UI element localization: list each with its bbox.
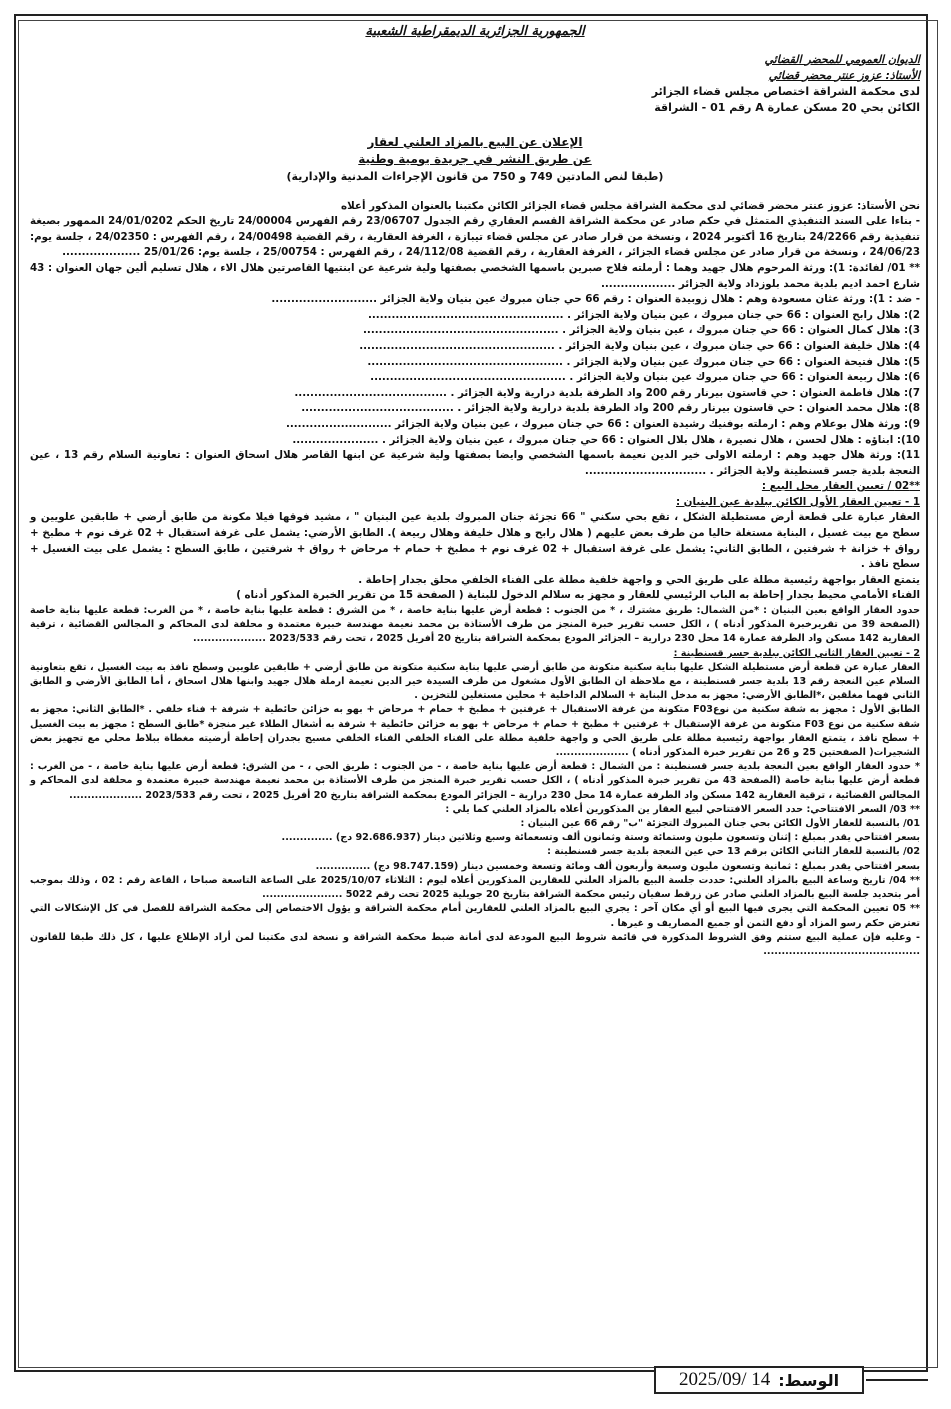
section-5-court: ** 05 تعيين المحكمة التي يجرى فيها البيع أو أي مكان آخر : يجري البيع بالمزاد العلني للعقارين أمام محكمة الشراقة و يؤول الاختصاص إلى محكمة الشراقة للفصل في كل الإشكالات التي تعترض حكم رسو المزاد أو دفع الثمن أو جميع المصاريف و غيرها . [30,903,920,929]
court-name: لدى محكمة الشراقة اختصاص مجلس قضاء الجزائر [651,84,920,98]
property-2-boundaries: * حدود العقار الواقع بعين النعجة بلدية جسر قسنطينة : من الشمال : قطعة أرض عليها بناية خاصة ، - من الجنوب : طريق الحي ، - من الشرق: قطعة أرض عليها بناية خاصة ، - من الغرب : قطعة أرض عليها بناية خاصة (الصفحة 43 من تقرير خبرة المذكور أدناه ) ، الكل حسب تقرير خبرة المنجز من طرف الأستاذة بن محمد نعيمة مهندسة خبيرة معتمدة و محلفة لدى المحاكم و المجالس القضائية ، ترقية العقارية 142 مسكن واد الطرفة عمارة 14 محل 230 درارية – الجزائر المودع بمحكمة الشراقة بتاريخ 20 أفريل 2025 ، تحت رقم 2023/533 .................... [30,761,920,801]
office-name: الديوان العمومي للمحضر القضائي [764,52,920,66]
party-against-4: 4): هلال خليفة العنوان : 66 حي جنان مبروك ، عين بنيان ولاية الجزائر . .................................................. [359,339,920,352]
office-address: الكائن بحي 20 مسكن عمارة A رقم 01 - الشراقة [654,100,920,114]
party-against-6: 6): هلال ربيعة العنوان : 66 حي جنان مبروك عين بنيان ولاية الجزائر . .................................................. [370,371,920,384]
intro-bailiff: نحن الأستاذ: عزوز عنتر محضر قضائي لدى محكمة الشراقة مجلس قضاء الجزائر الكائن مكتبنا بالعنوان المذكور أعلاه [341,199,920,212]
property-1-facade: يتمتع العقار بواجهة رئيسية مطلة على طريق الحي و واجهة خلفية مطلة على الفناء الخلفي محلق بجدار إحاطة . [358,573,920,586]
property-1-front-yard: الفناء الأمامي محيط بجدار إحاطة به الباب الرئيسي للعقار و مجهز به سلالم الدخول للبناية ( الصفحة 15 من تقرير الخبرة المذكور أدناه ) [236,589,920,602]
party-against-9: 9): ورثة هلال بوعلام وهم : ارملته بوفنيك رشيدة العنوان : 66 حي جنان مبروك ، عين بنيان ولاية الجزائر ........................... [285,417,920,430]
title-line-2: عن طريق النشر في جريدة يومية وطنية [358,151,592,166]
party-against-8: 8): هلال محمد العنوان : حي قاستون بيرنار رقم 200 واد الطرفة بلدية درارية ولاية الجزائر . ....................................... [301,402,920,415]
section-4-auction-date: ** 04/ تاريخ وساعة البيع بالمزاد العلني: حددت جلسة البيع بالمزاد العلني للعقارين المذكورين أعلاه ليوم : الثلاثاء 2025/10/07 على الساعة التاسعة صباحا ، القاعة رقم : 02 ، وذلك بموجب أمر بتحديد جلسة البيع بالمزاد العلني صادر عن زرقط سفيان رئيس محكمة الشراقة بتاريخ 20 جويلية 2025 تحت رقم 5022 ...................... [30,874,920,901]
title-line-3: (طبقا لنص المادتين 749 و 750 من قانون الإجراءات المدنية والإدارية) [286,169,664,183]
property-1-boundaries: حدود العقار الواقع بعين البنيان : *من الشمال: طريق مشترك ، * من الجنوب : قطعة أرض عليها بناية خاصة ، * من الشرق : قطعة عليها بناية خاصة ، * من الغرب: قطعة عليها بناية خاصة (الصفحة 39 من تقريرخبرة المذكور أدناه ) ، الكل حسب تقرير خبرة المنجز من طرف الأستاذة بن محمد نعيمة مهندسة خبيرة معتمدة و محلفة لدى المحاكم و المجالس القضائية ، ترقية العقارية 142 مسكن واد الطرفة عمارة 14 محل 230 درارية – الجزائر المودع بمحكمة الشراقة بتاريخ 20 أفريل 2025 ، تحت رقم 2023/533 .................... [30,605,920,645]
party-against-5: 5): هلال فتيحة العنوان : 66 حي جنان مبروك عين بنيان ولاية الجزائر . .................................................. [367,355,920,368]
announcement-title [30,134,920,185]
publication-date: 2025/09/ 14 [678,1369,771,1390]
republic-heading: الجمهورية الجزائرية الديمقراطية الشعبية [365,24,585,39]
newspaper-label: الوسط: [778,1370,840,1390]
price-property-1-label: 01/ بالنسبة للعقار الأول الكائن بحي جنان المبروك التجزئة "ب" رقم 66 عين البنيان : [520,818,920,830]
price-property-2-amount: بسعر افتتاحي يقدر بمبلغ : ثمانية وتسعون مليون وسبعة وأربعون ألف ومائة وتسعة وخمسين دينار (98.747.159 دج) ............... [315,860,920,872]
party-against-2: 2): هلال رابح العنوان : 66 حي جنان مبروك ، عين بنيان ولاية الجزائر . .................................................. [367,308,920,321]
section-2-heading: **02 / تعيين العقار محل البيع : [761,480,920,493]
section-3-heading: ** 03/ السعر الافتتاحي: حدد السعر الافتتاحي لبيع العقار ين المذكورين أعلاه بالمزاد العلني كما يلي : [445,803,920,815]
price-property-2-label: 02/ بالنسبة للعقار الثاني الكائن برقم 13 حي عين النعجة بلدية جسر قسنطينة : [547,846,920,858]
property-1-heading: 1 - تعيين العقار الأول الكائن ببلدية عين البنيان : [675,495,920,508]
party-against-3: 3): هلال كمال العنوان : 66 حي جنان مبروك ، عين بنيان ولاية الجزائر . .................................................. [363,324,920,337]
party-against-7: 7): هلال فاطمة العنوان : حي قاستون بيرنار رقم 200 واد الطرفة بلدية درارية ولاية الجزائر . ....................................... [294,386,920,399]
property-2-heading: 2 - تعيين العقار الثاني الكائن ببلدية جسر قسنطينة : [673,647,920,659]
intro-basis: - بناءا على السند التنفيذي المتمثل في حكم صادر عن محكمة الشراقة القسم العقاري رقم الجدول 23/06707 رقم الفهرس 24/00004 تاريخ الحكم 24/01/0202 الممهور بصيغة تنفيذية رقم 24/2266 بتاريخ 16 أكتوبر 2024 ، ونسخة من قرار صادر عن مجلس قضاء تيبازة ، الغرفة العقارية ، رقم القضية 24/00498 ، رقم الفهرس : 24/02350 ، جلسة يوم: 24/06/23 ، ونسخة من قرار صادر عن مجلس قضاء الجزائر ، الغرفة العقارية ، رقم القضية 24/112/08 ، رقم الفهرس : 25/00754 ، جلسة يوم: 25/01/26 .................... [30,215,921,259]
party-against-10: 10): ابناؤه : هلال لحسن ، هلال نصيرة ، هلال بلال العنوان : 66 حي جنان مبروك ، عين بنيان ولاية الجزائر . ...................... [292,433,920,446]
office-header [30,52,920,116]
price-property-1-amount: بسعر افتتاحي يقدر بمبلغ : إثنان وتسعون مليون وستمائة وستة وثمانون ألف وتسعمائة وسبع وثلاثين دينار (92.686.937 دج) .............. [281,832,920,844]
bailiff-name: الأستاذ: عزوز عنتر محضر قضائي [768,68,920,82]
publication-date-box [654,1366,864,1394]
party-beneficiary: ** 01/ لفائدة: 1): ورثة المرحوم هلال جهيد وهما : أرملته فلاح صبرين باسمها الشخصي بصفتها ولية شرعية عن ابنتيها القاصرتين هلال الاء ، هلال تسليم ألين جهان العنوان : 43 شارع احمد اديم بلدية محمد بلوزداد ولاية الجزائر ................... [30,261,920,290]
title-line-1: الإعلان عن البيع بالمزاد العلني لعقار [367,134,583,149]
footer-rule [866,1379,928,1381]
property-2-floors: الطابق الأول : مجهز به شقة سكنية من نوعF03 متكونة من غرفة الاستقبال + غرفتين + مطبخ + حمام + مرحاض + بهو به خزائن حائطية + شرفة + فناء خلفي . *الطابق الثاني: مجهز به شقة سكنية من نوع F03 متكونة من غرفة الإستقبال + غرفتين + مطبخ + حمام + مرحاض + بهو به خزائن حائطية + شرفة به أشغال الطلاء غير منجزة *طابق السطح : مجهز به بيت الغسيل + سطح نافذ ، يتمتع العقار بواجهة رئيسية مطلة على طريق الحي و واجهة خلفية مطلة على الفناء الخلفي الفناء الخلفي مسيج بجدران إحاطة أرضيته مغطاة ببلاط محلي مع تجهيز بعض الشجيرات( الصفحتين 25 و 26 من تقرير خبرة المذكور أدناه ) .................... [30,704,920,759]
property-1-description: العقار عبارة على قطعة أرض مستطيلة الشكل ، تقع بحي سكني " 66 تجزئة جنان المبروك بلدية عين البنيان " ، مشيد فوقها فيلا مكونة من طابق أرضي + طابقين علويين و سطح مع بيت غسيل ، البناية مستغلة حاليا من طرف بعض عليهم ( هلال رابح و هلال خليفة وهلال ربيعة ). الطابق الأرضي: يشمل على غرفة استقبال + 02 غرف نوم + مطبخ + رواق + خزانة + شرفتين ، الطابق الثاني: يشمل على غرفة استقبال + 02 غرف نوم + مطبخ + حمام + مرحاض + رواق + شرفتين ، طابق السطح : يشمل على بيت الغسيل + سطح نافذ . [30,511,920,571]
announcement-body [30,22,920,1362]
property-2-description: العقار عبارة عن قطعة أرض مستطيلة الشكل عليها بناية سكنية متكونة من طابق أرضي عليها بناية سكنية متكونة من طابق أرضي + طابقين علويين وسطح نافذ به بيت الغسيل ، تقع بتعاونية السلام عين النعجة رقم 13 بلدية جسر قسنطينة ، مع ملاحظة ان الطابق الأول مشغول من طرف السيدة خير الدين نعيمة ارملة هلال جهيد وابنها هلال اسحاق ، أما الطابق الأرضي و الطابق الثاني فهما مغلقين ،*الطابق الأرضي: مجهز به مدخل البناية + السلالم الداخلية + محلين مستغلين للتخزين . [30,661,920,702]
party-against-1: - ضد : 1): ورثة عثان مسعودة وهم : هلال زوبيدة العنوان : رقم 66 حي جنان مبروك عين بنيان ولاية الجزائر ........................... [271,293,920,306]
closing-statement: - وعليه فإن عملية البيع ستتم وفق الشروط المذكورة في قائمة شروط البيع المودعة لدى أمانة ضبط محكمة الشراقة و نسخة لدى مكتبنا لمن أراد الإطلاع عليها ، كل ذلك طبقا للقانون ........................................... [30,931,920,957]
party-against-11: 11): ورثة هلال جهيد وهم : ارملته الاولى خير الدين نعيمة باسمها الشخصي وايضا بصفتها ولية شرعية عن ابنها القاصر هلال اسحاق العنوان : تعاونية السلام رقم 13 ، عين النعجة بلدية جسر قسنطينة ولاية الجزائر . ............................... [30,449,921,477]
